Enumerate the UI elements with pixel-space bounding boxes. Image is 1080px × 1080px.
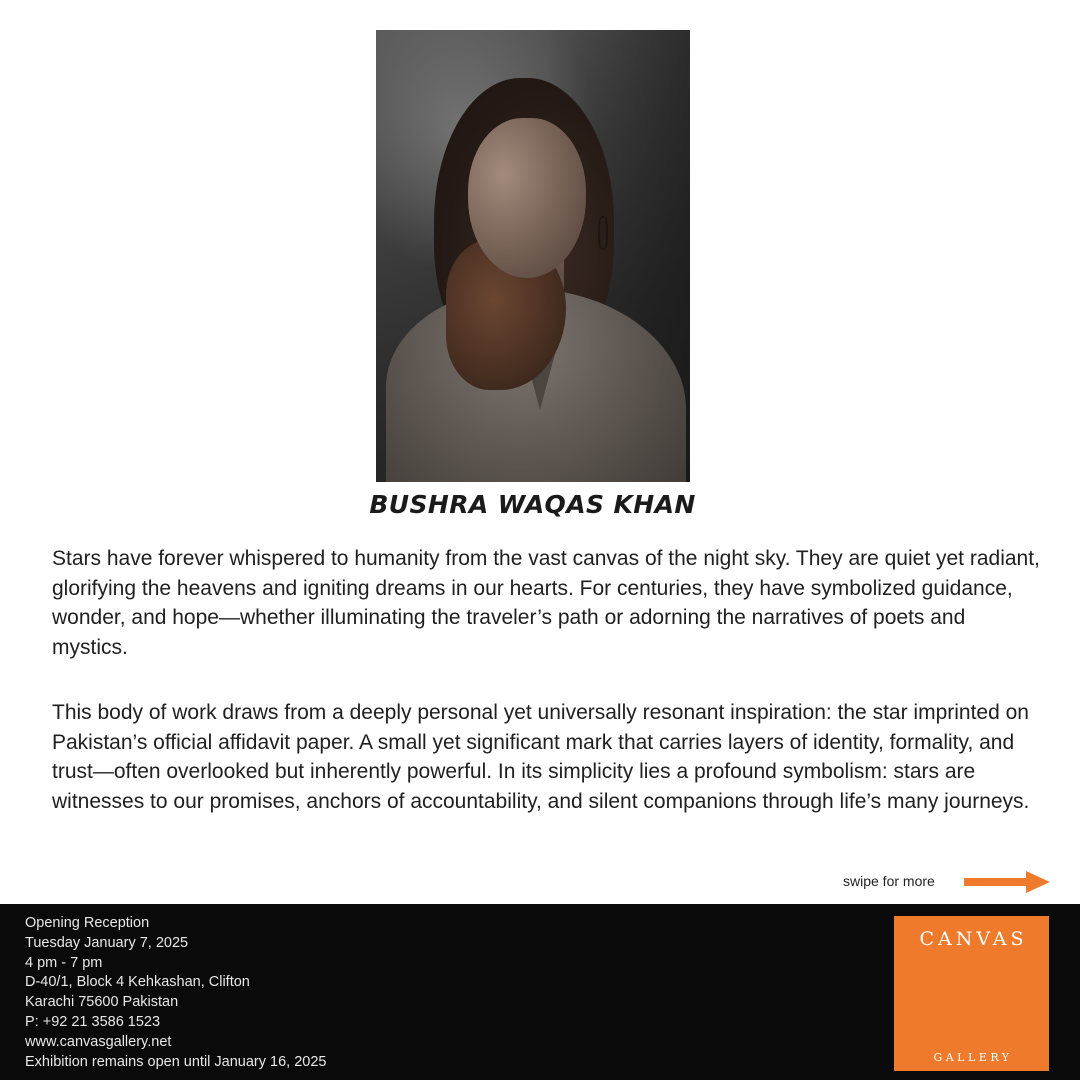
address-line-2: Karachi 75600 Pakistan [25, 994, 179, 1011]
event-time: 4 pm - 7 pm [25, 954, 103, 971]
portrait-earring [598, 216, 608, 250]
swipe-label: swipe for more [843, 873, 935, 889]
website-link[interactable]: www.canvasgallery.net [25, 1033, 172, 1050]
logo-bottom-text: GALLERY [933, 1051, 1013, 1064]
artist-name: BUSHRA WAQAS KHAN [369, 490, 696, 519]
swipe-for-more[interactable] [780, 871, 1050, 893]
phone-number: P: +92 21 3586 1523 [25, 1013, 161, 1030]
event-date: Tuesday January 7, 2025 [25, 934, 189, 951]
exhibition-end-date: Exhibition remains open until January 16, 2025 [25, 1053, 327, 1070]
canvas-gallery-logo [894, 916, 1049, 1071]
logo-top-text: CANVAS [919, 928, 1028, 950]
event-details [25, 914, 326, 1072]
portrait-face [468, 118, 586, 278]
arrow-right-icon [964, 871, 1050, 893]
event-title: Opening Reception [25, 915, 150, 931]
footer-bar [0, 904, 1080, 1080]
artist-portrait-photo [376, 30, 690, 482]
statement-paragraph-1: Stars have forever whispered to humanity from the vast canvas of the night sky. They are quiet yet radiant, glorifying the heavens and igniting dreams in our hearts. For centuries, they have symbolized guidance, wonder, and hope—whether illuminating the traveler’s path or adorning the narratives of poets and mystics. [52, 547, 1040, 659]
address-line-1: D-40/1, Block 4 Kehkashan, Clifton [25, 974, 250, 991]
statement-paragraph-2: This body of work draws from a deeply personal yet universally resonant inspiration: the star imprinted on Pakistan’s official affidavit paper. A small yet significant mark that carries layers of identity, formality, and trust—often overlooked but inherently powerful. In its simplicity lies a profound symbolism: stars are witnesses to our promises, anchors of accountability, and silent companions through life’s many journeys. [52, 701, 1030, 813]
